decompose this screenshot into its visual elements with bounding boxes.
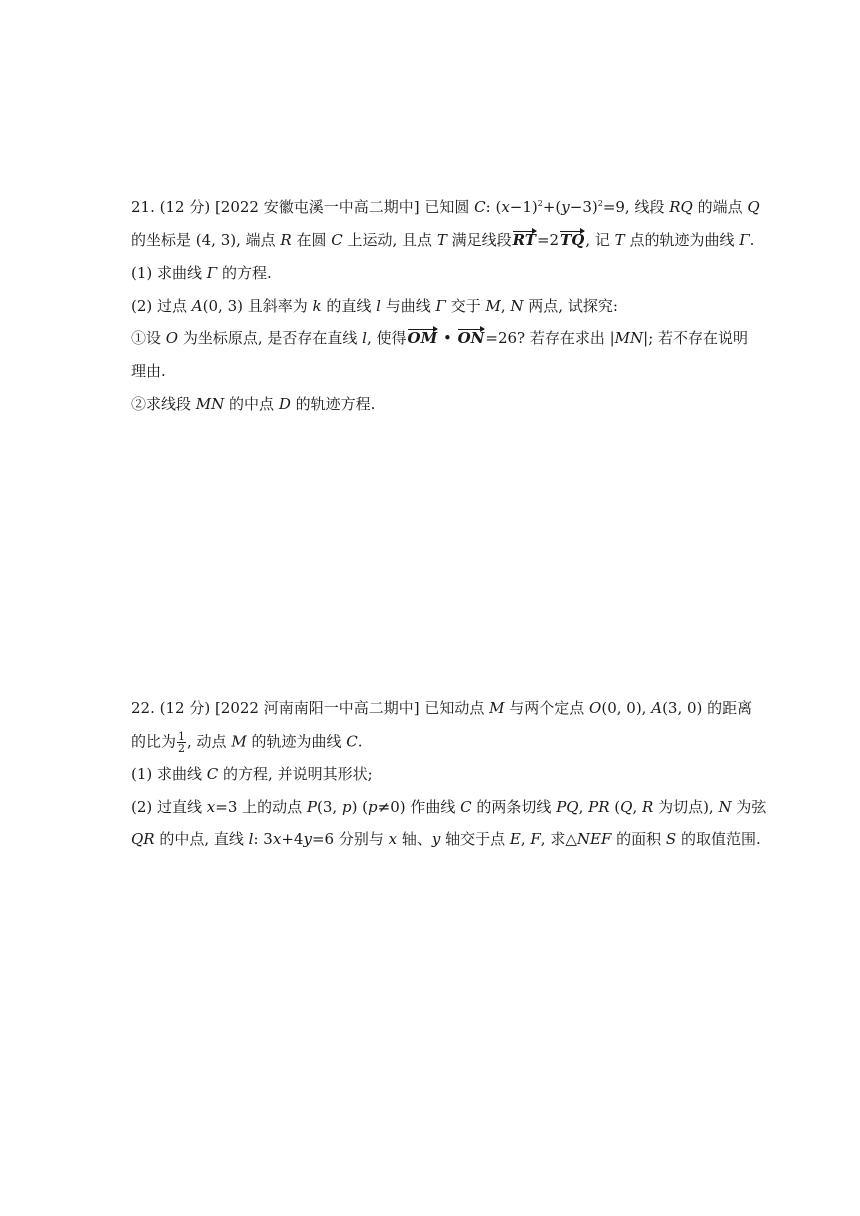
text-segment: −3) — [569, 198, 598, 216]
text-segment: 交于 — [445, 297, 486, 315]
text-segment: =6 分别与 — [311, 830, 389, 848]
text-segment: ( — [609, 798, 621, 816]
text-segment: . — [749, 231, 755, 249]
text-segment: (1) 求曲线 — [131, 264, 207, 282]
text-segment: 满足线段 — [446, 231, 512, 249]
text-segment: 的比为 — [131, 732, 177, 751]
text-segment: O — [589, 699, 602, 717]
fraction-one-half — [177, 731, 186, 754]
text-segment: N — [718, 798, 732, 816]
text-segment: 21. (12 分) [2022 安徽屯溪一中高二期中] 已知圆 — [131, 198, 475, 216]
q21-line-3 — [131, 263, 272, 283]
text-segment: k — [312, 297, 322, 315]
q21-line-7 — [131, 394, 375, 414]
text-segment: P — [306, 798, 318, 816]
text-segment: 22. (12 分) [2022 河南南阳一中高二期中] 已知动点 — [131, 699, 490, 717]
text-segment: ) ( — [351, 798, 369, 816]
q21-line-5 — [131, 328, 748, 348]
text-segment: C — [346, 732, 358, 751]
text-segment: , — [632, 798, 643, 816]
text-segment: M — [489, 699, 505, 717]
text-segment: S — [665, 830, 677, 848]
text-segment: R — [280, 231, 292, 249]
text-segment: D — [278, 395, 291, 413]
text-segment: 的两条切线 — [471, 798, 557, 816]
text-segment: =3 上的动点 — [215, 798, 307, 816]
q21-line-6 — [131, 361, 166, 381]
text-segment: (0, 3) 且斜率为 — [202, 297, 313, 315]
text-segment: x — [388, 830, 398, 848]
text-segment: C — [206, 765, 219, 783]
text-segment: 与曲线 — [380, 297, 436, 315]
text-segment: O — [165, 329, 179, 347]
text-segment: 理由. — [131, 362, 166, 380]
text-segment: 2 — [597, 199, 603, 208]
text-segment: 与两个定点 — [504, 699, 590, 717]
text-segment: (0, 0), — [601, 699, 652, 717]
text-segment: (1) 求曲线 — [131, 765, 207, 783]
text-segment: 上运动, 且点 — [342, 231, 437, 249]
text-segment: y — [303, 830, 312, 848]
text-segment: 的轨迹方程. — [290, 395, 376, 413]
text-segment: M — [231, 732, 247, 751]
text-segment: PQ — [556, 798, 579, 816]
text-segment: x — [501, 198, 510, 216]
text-segment: , — [520, 830, 531, 848]
text-segment: QR — [131, 830, 155, 848]
text-segment: 的轨迹为曲线 — [246, 732, 347, 751]
text-segment: Γ — [739, 231, 750, 249]
q22-line-1 — [131, 698, 752, 718]
text-segment: ①设 — [131, 329, 166, 347]
text-segment: Γ — [435, 297, 446, 315]
text-segment: C — [460, 798, 472, 816]
text-segment: −1) — [509, 198, 538, 216]
text-segment: 的中点, 直线 — [154, 830, 249, 848]
text-segment: 的面积 — [611, 830, 666, 848]
text-segment: , 记 — [585, 231, 615, 249]
text-segment: T — [614, 231, 625, 249]
text-segment: y — [561, 198, 570, 216]
text-segment: F — [530, 830, 541, 848]
text-segment: : 3 — [253, 830, 273, 848]
text-segment: 1 — [178, 730, 186, 743]
vector-TQ: TQ — [560, 231, 585, 249]
text-segment: E — [509, 830, 521, 848]
text-segment: 的坐标是 (4, 3), 端点 — [131, 231, 281, 249]
text-segment: , 使得 — [366, 329, 407, 347]
vector-OM: OM — [407, 329, 438, 347]
text-segment: RQ — [669, 198, 693, 216]
text-segment: T — [436, 231, 447, 249]
text-segment: Q — [620, 798, 633, 816]
text-segment: |; 若不存在说明 — [643, 329, 749, 347]
text-segment: (2) 过点 — [131, 297, 192, 315]
q22-line-2 — [131, 731, 363, 754]
text-segment: ≠0) 作曲线 — [377, 798, 461, 816]
text-segment: 的方程. — [217, 264, 272, 282]
text-segment: 的取值范围. — [676, 830, 761, 848]
text-segment: , 求△ — [540, 830, 577, 848]
text-segment: 2 — [537, 199, 543, 208]
text-segment: (3, 0) 的距离 — [662, 699, 753, 717]
text-segment: 2 — [178, 742, 186, 755]
text-segment: A — [191, 297, 203, 315]
text-segment: l — [376, 297, 381, 315]
text-segment: x — [272, 830, 282, 848]
text-segment: M — [485, 297, 501, 315]
text-segment: 的直线 — [321, 297, 377, 315]
text-segment: A — [651, 699, 663, 717]
text-segment: 点的轨迹为曲线 — [624, 231, 740, 249]
text-segment: 为弦 — [731, 798, 767, 816]
text-segment: Q — [747, 198, 760, 216]
text-segment: 两点, 试探究: — [523, 297, 618, 315]
text-segment: 的中点 — [224, 395, 279, 413]
text-segment: Γ — [206, 264, 218, 282]
q22-line-4 — [131, 797, 766, 817]
text-segment: 的方程, 并说明其形状; — [218, 765, 373, 783]
text-segment: 为切点), — [653, 798, 719, 816]
vector-RT: RT — [512, 231, 536, 249]
q21-line-1 — [131, 197, 760, 217]
text-segment: =2 — [536, 231, 560, 249]
text-segment: 的端点 — [692, 198, 748, 216]
q21-line-2 — [131, 230, 754, 250]
text-segment: , 动点 — [187, 732, 232, 751]
text-segment: MN — [614, 329, 644, 347]
q22-line-3 — [131, 764, 373, 784]
text-segment: PR — [588, 798, 610, 816]
text-segment: C — [331, 231, 343, 249]
text-segment: (2) 过直线 — [131, 798, 207, 816]
text-segment: R — [642, 798, 654, 816]
text-segment: x — [206, 798, 216, 816]
text-segment: (3, — [317, 798, 342, 816]
text-segment: p — [341, 798, 352, 816]
text-segment: N — [510, 297, 524, 315]
text-segment: ②求线段 — [131, 395, 196, 413]
text-segment: p — [368, 798, 378, 816]
text-segment: C — [474, 198, 486, 216]
text-segment: l — [248, 830, 254, 848]
text-segment: 在圆 — [291, 231, 332, 249]
text-segment: : ( — [485, 198, 502, 216]
text-segment: 轴交于点 — [440, 830, 510, 848]
vector-ON: ON — [457, 329, 485, 347]
text-segment: l — [362, 329, 367, 347]
text-segment: , — [500, 297, 511, 315]
text-segment: =9, 线段 — [602, 198, 670, 216]
text-segment: 为坐标原点, 是否存在直线 — [178, 329, 363, 347]
text-segment: +( — [542, 198, 562, 216]
text-segment: NEF — [576, 830, 612, 848]
text-segment: y — [431, 830, 441, 848]
text-segment: MN — [195, 395, 225, 413]
text-segment: , — [578, 798, 589, 816]
q21-line-4 — [131, 296, 618, 316]
text-segment: +4 — [281, 830, 304, 848]
q22-line-5 — [131, 829, 761, 849]
text-segment: 轴、 — [397, 830, 432, 848]
text-segment: • — [438, 329, 457, 347]
text-segment: . — [357, 732, 363, 751]
text-segment: =26? 若存在求出 | — [485, 329, 615, 347]
